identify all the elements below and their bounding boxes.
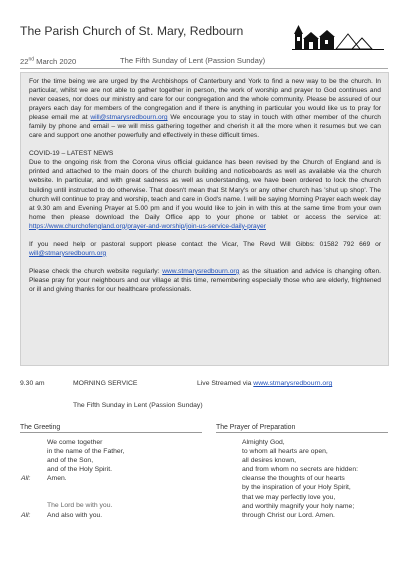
website-link[interactable]: www.stmarysredbourn.org [162, 267, 240, 275]
greeting-response: All: And also with you. [21, 511, 103, 519]
prayer-line: that we may perfectly love you, [242, 493, 336, 501]
service-time: 9.30 am [20, 380, 45, 387]
date-line [20, 56, 390, 66]
notice-box [20, 72, 389, 366]
page-title: The Parish Church of St. Mary, Redbourn [20, 24, 244, 38]
notice-paragraph-1: For the time being we are urged by the Archbishops of Canterbury and York to find a new way to be the church. In particular, whilst we are not able to gather together in person, the work of worship and prayer to God continues and never ceases, nor does our ministry and care for our congregation and the whole community. Please be assured of our prayers each day for members of the congregation and if there is anything in particular you would like us to pray for please email me at will@stmarysredbourn.org We encourage you to stay in touch with other member of the church family by phone and email – we will miss gathering together and cherish it all the more when it resumes but we can care and support one another powerfully and effectively in these difficult times. [29, 78, 381, 140]
greeting-line: We come together [47, 439, 103, 446]
preparation-heading: The Prayer of Preparation [216, 424, 296, 431]
greeting-line: and of the Son, [47, 457, 94, 465]
prayer-line: cleanse the thoughts of our hearts [242, 475, 345, 483]
prayer-line: through Christ our Lord. Amen. [242, 511, 335, 519]
preparation-text [242, 438, 358, 520]
greeting-line: The Lord be with you. [47, 502, 113, 510]
all-label: All: [21, 511, 31, 519]
all-label: All: [21, 475, 31, 483]
live-stream-link[interactable]: www.stmarysredbourn.org [253, 380, 333, 387]
pastoral-email-link[interactable]: will@stmarysredbourn.org [29, 249, 107, 257]
greeting-response: All: Amen. [21, 475, 67, 483]
prayer-line: and from whom no secrets are hidden: [242, 466, 358, 474]
prayer-line: by the inspiration of your Holy Spirit, [242, 484, 351, 492]
preparation-divider [216, 432, 388, 433]
email-link[interactable]: will@stmarysredbourn.org [90, 114, 168, 122]
sunday-title: The Fifth Sunday of Lent (Passion Sunday) [120, 56, 266, 65]
greeting-heading: The Greeting [20, 424, 61, 431]
prayer-line: Almighty God, [242, 439, 285, 446]
service-date: 22nd March 2020 [20, 56, 77, 66]
greeting-line: and of the Holy Spirit. [47, 466, 112, 474]
covid-paragraph: Due to the ongoing risk from the Corona virus official guidance has been revised by the Church of England and is printed and attached to the main doors of the church building and noticeboards as well as available via the church website. In particular, and with great sadness as well as understanding, we have been ordered to lock the church building until instructed to do otherwise. That doesn't mean that St Mary's or any other church has 'shut up shop'. The church will continue to pray and worship, teach and care in God's name. I will be saying Morning Prayer each week day at 9.30 am and Evening Prayer at 5.00 pm and if you would like to join in with this at the same time from your own home then please download the Daily Office app to your phone or tablet or access the service at: https://www.churchofengland.org/prayer-and-worship/join-us-service-daily-prayer [29, 159, 381, 230]
live-stream-line: Live Streamed via www.stmarysredbourn.org [197, 380, 333, 387]
covid-heading: COVID-19 – LATEST NEWS [29, 150, 114, 158]
pastoral-paragraph: If you need help or pastoral support please contact the Vicar, The Revd Will Gibbs: 01582 792 669 or will@stmarysredbourn.org [29, 240, 381, 257]
website-paragraph: Please check the church website regularly: www.stmarysredbourn.org as the situation and advice is changing often. Please pray for your neighbours and our village at this time, remembering especially those who are elderly, frightened or ill and giving thanks for our healthcare professionals. [29, 267, 381, 293]
header-divider [20, 68, 388, 69]
greeting-text [21, 438, 125, 520]
church-logo-icon [292, 24, 384, 50]
greeting-divider [20, 432, 202, 433]
prayer-line: and worthily magnify your holy name; [242, 502, 355, 510]
greeting-line: in the name of the Father, [47, 448, 125, 456]
prayer-line: to whom all hearts are open, [242, 448, 328, 456]
daily-prayer-link[interactable]: https://www.churchofengland.org/prayer-and-worship/join-us-service-daily-prayer [29, 222, 266, 230]
prayer-line: all desires known, [242, 457, 297, 465]
service-name: MORNING SERVICE [73, 380, 138, 387]
service-sunday-title: The Fifth Sunday in Lent (Passion Sunday) [73, 402, 203, 409]
